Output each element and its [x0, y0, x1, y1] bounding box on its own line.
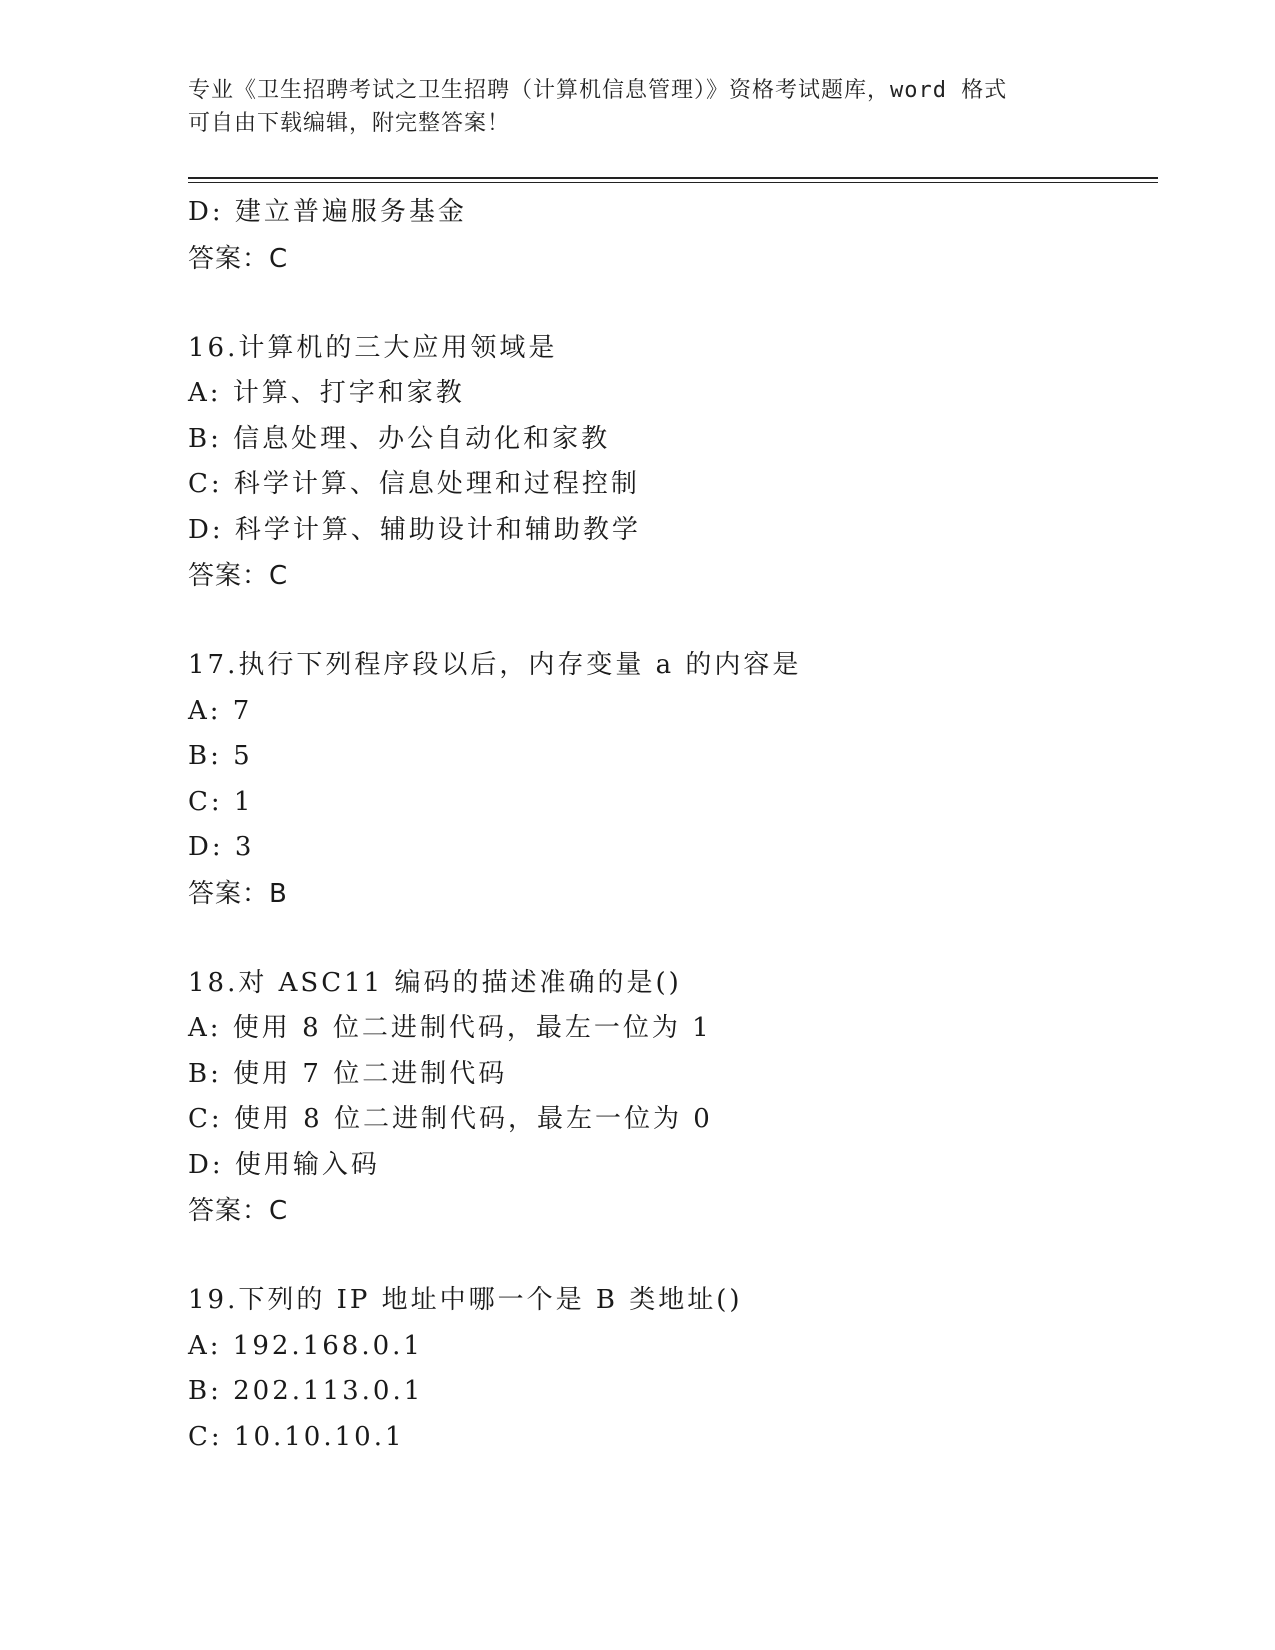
answer-label: 答案：C [188, 561, 289, 591]
option-a: A: 使用 8 位二进制代码，最左一位为 1 [188, 1013, 712, 1043]
option-a: A: 计算、打字和家教 [188, 378, 465, 408]
question-stem: 17.执行下列程序段以后，内存变量 a 的内容是 [188, 650, 802, 680]
option-b: B: 信息处理、办公自动化和家教 [188, 423, 611, 454]
question-stem: 16.计算机的三大应用领域是 [188, 332, 558, 363]
question-stem: 18.对 ASC11 编码的描述准确的是() [188, 967, 682, 998]
header-line-1: 专业《卫生招聘考试之卫生招聘（计算机信息管理）》资格考试题库，word 格式 [188, 78, 1008, 103]
question-17 [188, 643, 1148, 917]
option-d: D: 使用输入码 [188, 1149, 380, 1180]
question-stem: 19.下列的 IP 地址中哪一个是 B 类地址() [188, 1285, 743, 1315]
option-d: D: 建立普遍服务基金 [188, 197, 467, 227]
question-15-tail [188, 190, 1148, 282]
option-b: B: 5 [188, 741, 253, 771]
header-divider-thin [188, 182, 1158, 183]
option-b: B: 使用 7 位二进制代码 [188, 1058, 508, 1089]
answer-label: 答案：B [188, 878, 288, 909]
question-18 [188, 961, 1148, 1235]
option-c: C: 科学计算、信息处理和过程控制 [188, 469, 640, 499]
option-a: A: 7 [188, 695, 253, 726]
question-16 [188, 326, 1148, 600]
document-header [188, 74, 1088, 140]
header-line-2: 可自由下载编辑，附完整答案！ [188, 111, 511, 136]
option-d: D: 3 [188, 832, 255, 862]
option-a: A: 192.168.0.1 [188, 1330, 423, 1361]
header-divider-thick [188, 177, 1158, 179]
option-c: C: 1 [188, 786, 254, 817]
answer-label: 答案：C [188, 243, 289, 274]
question-19 [188, 1278, 1148, 1460]
option-b: B: 202.113.0.1 [188, 1376, 424, 1406]
option-c: C: 10.10.10.1 [188, 1421, 405, 1452]
option-d: D: 科学计算、辅助设计和辅助教学 [188, 514, 641, 545]
question-list [188, 190, 1148, 1460]
option-c: C: 使用 8 位二进制代码，最左一位为 0 [188, 1104, 713, 1134]
answer-label: 答案：C [188, 1196, 289, 1226]
